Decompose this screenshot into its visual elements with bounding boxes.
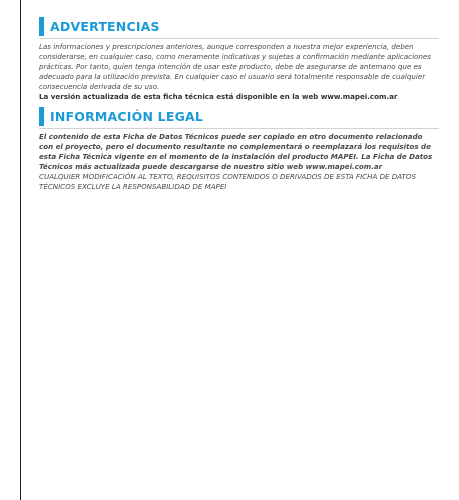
advertencias-title: ADVERTENCIAS [50,18,160,34]
informacion-legal-title: INFORMACIÓN LEGAL [50,108,204,124]
advertencias-header [39,16,439,36]
advertencias-web-note: La versión actualizada de esta ficha técnica está disponible en la web www.mapei.com.ar [39,92,398,102]
section-accent-bar [39,107,44,126]
informacion-legal-section [39,106,439,193]
section-divider [39,128,439,129]
informacion-legal-header [39,106,439,126]
informacion-legal-disclaimer: CUALQUIER MODIFICACIÓN AL TEXTO, REQUISITOS CONTENIDOS O DERIVADOS DE ESTA FICHA DE DATOS TÉCNICOS EXCLUYE LA RESPONSABILIDAD DE MAPEI [39,172,416,192]
informacion-legal-body: El contenido de esta Ficha de Datos Técnicos puede ser copiado en otro documento relacionado con el proyecto, pero el documento resultante no complementará o reemplazará los requisitos de esta Ficha Técnica vigente en el momento de la instalación del producto MAPEI. La Ficha de Datos Técnicos más actualizada puede descargarse de nuestro sitio web www.mapei.com.ar [39,132,433,172]
advertencias-section [39,16,439,103]
advertencias-body: Las informaciones y prescripciones anteriores, aunque corresponden a nuestra mejor experiencia, deben considerarse, en cualquier caso, como meramente indicativas y sujetas a confirmación mediante aplicaciones prácticas. Por tanto, quien tenga intención de usar este producto, debe de asegurarse de antemano que es adecuado para la utilización prevista. En cualquier caso el usuario será totalmente responsable de cualquier consecuencia derivada de su uso. [39,42,431,92]
page-left-border [20,0,21,500]
section-divider [39,38,439,39]
section-accent-bar [39,17,44,36]
